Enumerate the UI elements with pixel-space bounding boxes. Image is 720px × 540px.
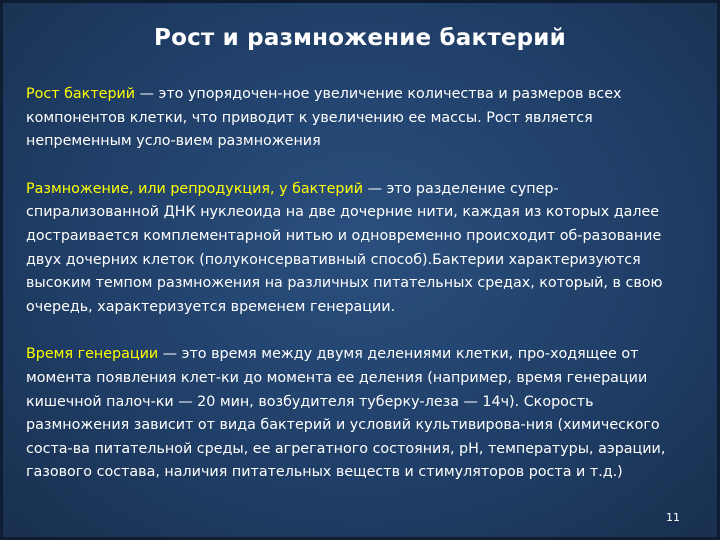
term-growth: Рост бактерий: [26, 86, 136, 102]
slide-body: [26, 83, 691, 509]
term-generation-time: Время генерации: [26, 346, 159, 363]
term-reproduction: Размножение, или репродукция, у бактерий: [26, 180, 364, 197]
definition-reproduction: — это разделение супер-спирализованной ДНК нуклеоида на две дочерние нити, каждая из которых далее достраивается комплементарной нитью и одновременно происходит об-разование двух дочерних клеток (полуконсервативный способ).Бактерии характеризуются высоким темпом размножения на различных питательных средах, который, в свою очередь, характеризуется временем генерации.: [26, 180, 663, 315]
definition-generation-time: — это время между двумя делениями клетки, про-ходящее от момента появления клет-ки до момента ее деления (например, время генерации кишечной палоч-ки — 20 мин, возбудителя туберку-леза — 14ч). Скорость размножения зависит от вида бактерий и условий культивирова-ния (химического соста-ва питательной среды, ее агрегатного состояния, рН, температуры, аэрации, газового состава, наличия питательных веществ и стимуляторов роста и т.д.): [26, 346, 666, 481]
page-number: 11: [666, 511, 680, 524]
definition-growth: — это упорядочен-ное увеличение количества и размеров всех компонентов клетки, что приводит к увеличению ее массы. Рост является непременным усло-вием размножения: [26, 86, 622, 150]
paragraph-growth: [26, 83, 691, 154]
slide-title: Рост и размножение бактерий: [154, 25, 566, 51]
paragraph-generation-time: [26, 343, 691, 485]
paragraph-reproduction: [26, 178, 691, 320]
